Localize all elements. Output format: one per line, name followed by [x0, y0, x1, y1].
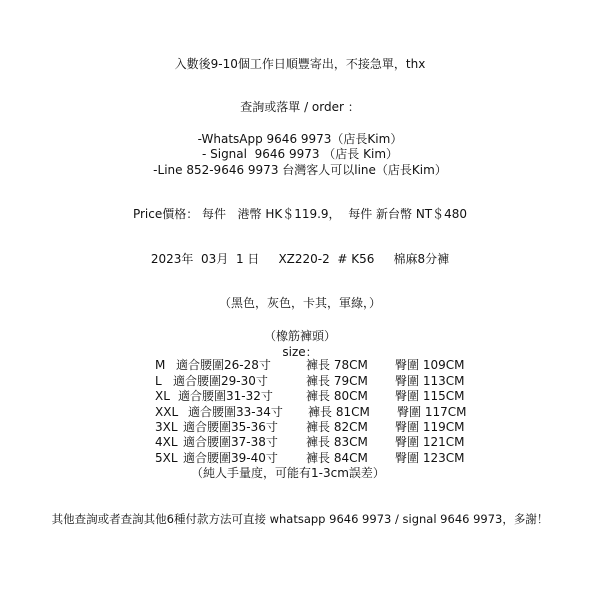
- waist-range: 適合腰圍35-36寸: [183, 420, 278, 434]
- size-row-3xl: [0, 419, 600, 435]
- hip-size: 臀圍 123CM: [395, 451, 465, 465]
- price-line: Price價格： 每件 港幣 HK＄119.9， 每件 新台幣 NT＄480: [132, 207, 468, 221]
- size-name: XXL: [155, 405, 179, 419]
- hip-size: 臀圍 113CM: [395, 374, 465, 388]
- size-name: 5XL: [155, 451, 178, 465]
- measurement-note: （純人手量度，可能有1-3cm誤差）: [191, 466, 385, 480]
- size-name: 3XL: [155, 420, 178, 434]
- size-name: 4XL: [155, 435, 178, 449]
- size-name: L: [155, 374, 162, 388]
- contact-whatsapp: -WhatsApp 9646 9973（店長Kim）: [197, 132, 403, 146]
- shipping-notice: 入數後9-10個工作日順豐寄出，不接急單，thx: [174, 57, 426, 71]
- pants-length: 褲長 78CM: [306, 358, 368, 372]
- size-name: XL: [155, 389, 170, 403]
- pants-length: 褲長 82CM: [306, 420, 368, 434]
- size-label: size：: [282, 345, 318, 359]
- product-info: 2023年 03月 1 日 XZ220-2 # K56 棉麻8分褲: [150, 252, 450, 266]
- hip-size: 臀圍 117CM: [397, 405, 467, 419]
- hip-size: 臀圍 119CM: [395, 420, 465, 434]
- size-row-4xl: [0, 434, 600, 450]
- color-options: （黑色，灰色，卡其，軍綠，）: [218, 296, 381, 310]
- hip-size: 臀圍 121CM: [395, 435, 465, 449]
- contact-line: -Line 852-9646 9973 台灣客人可以line（店長Kim）: [153, 163, 447, 177]
- size-row-xxl: [0, 404, 600, 420]
- pants-length: 褲長 79CM: [306, 374, 368, 388]
- footer-contact: 其他查詢或者查詢其他6種付款方法可直接 whatsapp 9646 9973 / signal 9646 9973，多謝！: [51, 512, 549, 526]
- size-row-m: [0, 357, 600, 373]
- order-heading: 查詢或落單 / order ：: [240, 100, 360, 114]
- waist-range: 適合腰圍37-38寸: [183, 435, 278, 449]
- contact-signal: - Signal 9646 9973 （店長 Kim）: [201, 147, 399, 161]
- pants-length: 褲長 80CM: [306, 389, 368, 403]
- pants-length: 褲長 83CM: [306, 435, 368, 449]
- hip-size: 臀圍 115CM: [395, 389, 465, 403]
- waist-type: （橡筋褲頭）: [263, 329, 336, 343]
- pants-length: 褲長 84CM: [306, 451, 368, 465]
- size-name: M: [155, 358, 166, 372]
- pants-length: 褲長 81CM: [308, 405, 370, 419]
- waist-range: 適合腰圍33-34寸: [188, 405, 283, 419]
- waist-range: 適合腰圍29-30寸: [173, 374, 268, 388]
- waist-range: 適合腰圍31-32寸: [178, 389, 273, 403]
- size-row-l: [0, 373, 600, 389]
- size-row-5xl: [0, 450, 600, 466]
- waist-range: 適合腰圍39-40寸: [183, 451, 278, 465]
- waist-range: 適合腰圍26-28寸: [176, 358, 271, 372]
- size-row-xl: [0, 388, 600, 404]
- hip-size: 臀圍 109CM: [395, 358, 465, 372]
